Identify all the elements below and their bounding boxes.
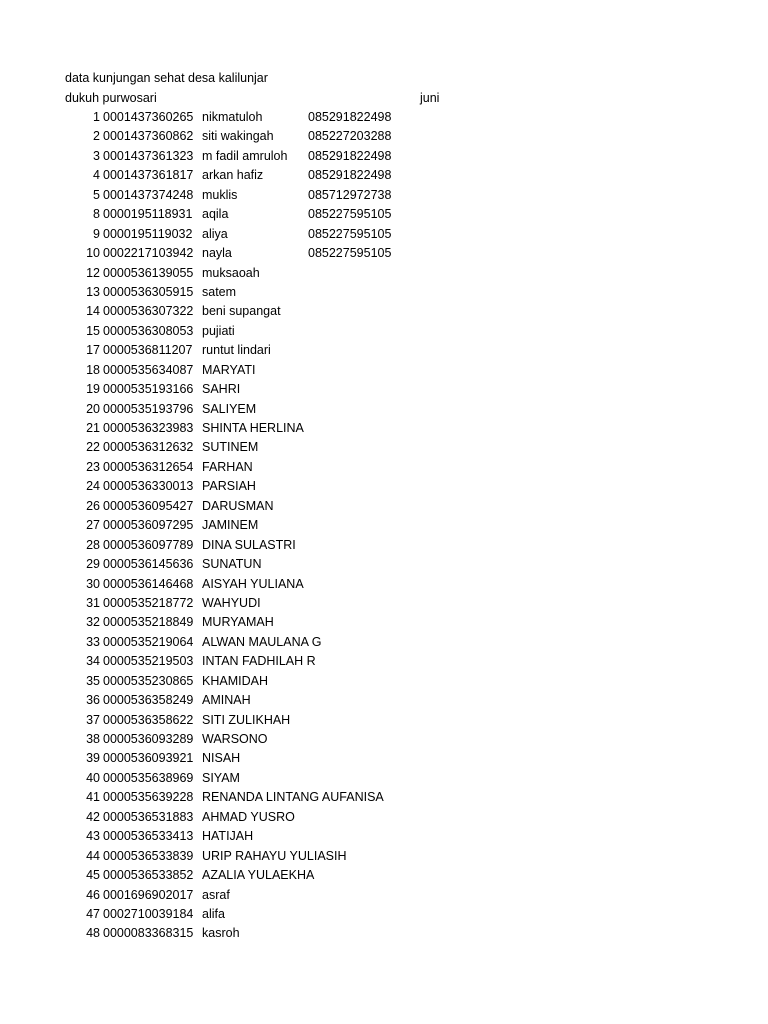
row-number: 33 xyxy=(86,634,100,649)
table-row xyxy=(0,438,768,457)
row-nik: 0000083368315 xyxy=(103,926,194,941)
row-nik: 0000536533852 xyxy=(103,868,194,883)
row-name: satem xyxy=(202,284,237,299)
row-number: 4 xyxy=(93,168,100,183)
row-number: 31 xyxy=(86,595,100,610)
row-number: 36 xyxy=(86,693,100,708)
row-nik: 0000536531883 xyxy=(103,809,194,824)
table-row xyxy=(0,847,768,866)
table-row xyxy=(0,186,768,205)
table-row xyxy=(0,613,768,632)
row-number: 13 xyxy=(86,284,100,299)
row-nik: 0000536093921 xyxy=(103,751,194,766)
row-name: kasroh xyxy=(202,926,240,941)
row-phone: 085291822498 xyxy=(308,110,392,124)
row-nik: 0000536358622 xyxy=(103,712,194,727)
row-nik: 0000535638969 xyxy=(103,770,194,785)
row-nik: 0000536312654 xyxy=(103,459,194,474)
row-number: 12 xyxy=(86,265,100,280)
table-row xyxy=(0,205,768,224)
row-name: SAHRI xyxy=(202,382,241,397)
row-name: AISYAH YULIANA xyxy=(202,576,304,591)
row-nik: 0000535219503 xyxy=(103,654,194,669)
row-name: pujiati xyxy=(202,323,235,338)
row-number: 42 xyxy=(86,809,100,824)
document-title: data kunjungan sehat desa kalilunjar xyxy=(65,71,268,85)
row-number: 10 xyxy=(86,246,100,261)
row-nik: 0000536139055 xyxy=(103,265,194,280)
table-row xyxy=(0,905,768,924)
row-number: 24 xyxy=(86,479,100,494)
row-name: DINA SULASTRI xyxy=(202,537,296,552)
row-name: RENANDA LINTANG AUFANISA xyxy=(202,790,384,805)
row-name: PARSIAH xyxy=(202,479,256,494)
table-row xyxy=(0,302,768,321)
row-number: 23 xyxy=(86,459,100,474)
table-row xyxy=(0,691,768,710)
row-number: 40 xyxy=(86,770,100,785)
row-name: WAHYUDI xyxy=(202,595,261,610)
row-name: SUTINEM xyxy=(202,440,259,455)
row-phone: 085227595105 xyxy=(308,246,392,261)
table-row xyxy=(0,886,768,905)
row-phone: 085712972738 xyxy=(308,187,392,202)
row-name: nikmatuloh xyxy=(202,110,263,124)
row-nik: 0002710039184 xyxy=(103,906,194,921)
row-number: 5 xyxy=(93,187,100,202)
row-number: 28 xyxy=(86,537,100,552)
row-name: JAMINEM xyxy=(202,518,259,533)
row-number: 46 xyxy=(86,887,100,902)
table-row xyxy=(0,749,768,768)
row-number: 34 xyxy=(86,654,100,669)
row-number: 27 xyxy=(86,518,100,533)
table-row xyxy=(0,147,768,166)
row-name: FARHAN xyxy=(202,459,253,474)
row-name: URIP RAHAYU YULIASIH xyxy=(202,848,347,863)
row-name: asraf xyxy=(202,887,230,902)
row-nik: 0000535218849 xyxy=(103,615,194,630)
row-phone: 085227595105 xyxy=(308,226,392,241)
table-row xyxy=(0,711,768,730)
row-name: siti wakingah xyxy=(202,129,274,144)
row-name: nayla xyxy=(202,246,232,261)
row-name: ALWAN MAULANA G xyxy=(202,634,322,649)
row-name: m fadil amruloh xyxy=(202,148,288,163)
table-row xyxy=(0,769,768,788)
row-nik: 0000536146468 xyxy=(103,576,194,591)
row-nik: 0001437360862 xyxy=(103,129,194,144)
row-nik: 0000536811207 xyxy=(103,343,193,358)
row-name: AHMAD YUSRO xyxy=(202,809,295,824)
row-name: SHINTA HERLINA xyxy=(202,421,304,435)
table-row xyxy=(0,341,768,360)
row-nik: 0000536095427 xyxy=(103,498,194,513)
row-nik: 0000536097789 xyxy=(103,537,194,552)
row-name: aqila xyxy=(202,207,229,222)
table-row xyxy=(0,594,768,613)
row-name: INTAN FADHILAH R xyxy=(202,654,316,669)
table-row xyxy=(0,225,768,244)
table-row xyxy=(0,380,768,399)
table-row xyxy=(0,458,768,477)
table-row xyxy=(0,361,768,380)
row-nik: 0000536308053 xyxy=(103,323,194,338)
table-row xyxy=(0,633,768,652)
row-number: 17 xyxy=(86,343,100,358)
row-name: beni supangat xyxy=(202,304,281,319)
row-nik: 0000536323983 xyxy=(103,421,194,435)
table-row xyxy=(0,827,768,846)
row-nik: 0000536533839 xyxy=(103,848,194,863)
row-phone: 085227595105 xyxy=(308,207,392,222)
table-row xyxy=(0,127,768,146)
table-row xyxy=(0,497,768,516)
row-name: KHAMIDAH xyxy=(202,673,268,688)
row-number: 14 xyxy=(86,304,100,319)
row-nik: 0000195119032 xyxy=(103,226,193,241)
row-number: 8 xyxy=(93,207,100,222)
row-number: 26 xyxy=(86,498,100,513)
table-row xyxy=(0,652,768,671)
row-nik: 0000536093289 xyxy=(103,732,194,746)
table-row xyxy=(0,730,768,749)
row-nik: 0000536358249 xyxy=(103,693,194,708)
table-row xyxy=(0,555,768,574)
table-row xyxy=(0,166,768,185)
row-name: runtut lindari xyxy=(202,343,271,358)
row-nik: 0000536307322 xyxy=(103,304,194,319)
table-row xyxy=(0,672,768,691)
row-phone: 085291822498 xyxy=(308,148,392,163)
row-nik: 0000535639228 xyxy=(103,790,194,805)
row-number: 18 xyxy=(86,362,100,377)
table-row xyxy=(0,575,768,594)
row-number: 37 xyxy=(86,712,100,727)
row-name: SALIYEM xyxy=(202,401,257,416)
row-nik: 0000535218772 xyxy=(103,595,194,610)
table-row xyxy=(0,419,768,438)
row-number: 19 xyxy=(86,382,100,397)
row-number: 1 xyxy=(93,110,100,124)
row-name: DARUSMAN xyxy=(202,498,274,513)
document-subtitle: dukuh purwosari xyxy=(65,91,157,105)
row-nik: 0000535230865 xyxy=(103,673,194,688)
table-row xyxy=(0,322,768,341)
row-nik: 0000536533413 xyxy=(103,829,194,844)
row-nik: 0000536097295 xyxy=(103,518,194,533)
row-number: 35 xyxy=(86,673,100,688)
table-row xyxy=(0,400,768,419)
row-name: SITI ZULIKHAH xyxy=(202,712,291,727)
row-number: 41 xyxy=(86,790,100,805)
row-nik: 0001437361323 xyxy=(103,148,194,163)
row-number: 44 xyxy=(86,848,100,863)
table-row xyxy=(0,808,768,827)
row-name: MARYATI xyxy=(202,362,256,377)
row-number: 30 xyxy=(86,576,100,591)
row-name: NISAH xyxy=(202,751,241,766)
row-number: 38 xyxy=(86,732,100,746)
row-number: 21 xyxy=(86,421,100,435)
row-nik: 0000536330013 xyxy=(103,479,194,494)
row-name: SUNATUN xyxy=(202,557,262,572)
row-name: AZALIA YULAEKHA xyxy=(202,868,315,883)
table-row xyxy=(0,788,768,807)
row-number: 22 xyxy=(86,440,100,455)
table-row xyxy=(0,924,768,943)
row-phone: 085227203288 xyxy=(308,129,392,144)
table-row xyxy=(0,516,768,535)
row-nik: 0002217103942 xyxy=(103,246,194,261)
visit-table xyxy=(0,108,768,944)
row-name: aliya xyxy=(202,226,228,241)
row-number: 29 xyxy=(86,557,100,572)
row-number: 45 xyxy=(86,868,100,883)
row-number: 15 xyxy=(86,323,100,338)
row-nik: 0000195118931 xyxy=(103,207,193,222)
table-row xyxy=(0,536,768,555)
row-nik: 0001696902017 xyxy=(103,887,194,902)
table-row xyxy=(0,264,768,283)
row-number: 32 xyxy=(86,615,100,630)
row-name: MURYAMAH xyxy=(202,615,274,630)
row-number: 43 xyxy=(86,829,100,844)
row-nik: 0001437360265 xyxy=(103,110,194,124)
table-row xyxy=(0,283,768,302)
table-row xyxy=(0,244,768,263)
row-name: arkan hafiz xyxy=(202,168,264,183)
month-label: juni xyxy=(420,91,440,105)
table-row xyxy=(0,866,768,885)
table-row xyxy=(0,108,768,127)
table-row xyxy=(0,477,768,496)
row-nik: 0000535193166 xyxy=(103,382,194,397)
row-name: muksaoah xyxy=(202,265,260,280)
row-nik: 0000536145636 xyxy=(103,557,194,572)
row-number: 9 xyxy=(93,226,100,241)
row-nik: 0001437374248 xyxy=(103,187,194,202)
row-name: AMINAH xyxy=(202,693,251,708)
row-number: 3 xyxy=(93,148,100,163)
row-number: 39 xyxy=(86,751,100,766)
row-nik: 0001437361817 xyxy=(103,168,194,183)
row-number: 2 xyxy=(93,129,100,144)
row-name: WARSONO xyxy=(202,732,268,746)
row-number: 48 xyxy=(86,926,100,941)
row-nik: 0000536305915 xyxy=(103,284,194,299)
row-name: SIYAM xyxy=(202,770,240,785)
row-number: 47 xyxy=(86,906,100,921)
row-nik: 0000535193796 xyxy=(103,401,194,416)
row-nik: 0000535219064 xyxy=(103,634,194,649)
row-name: muklis xyxy=(202,187,238,202)
row-number: 20 xyxy=(86,401,100,416)
row-name: alifa xyxy=(202,906,225,921)
row-nik: 0000535634087 xyxy=(103,362,194,377)
row-nik: 0000536312632 xyxy=(103,440,194,455)
row-name: HATIJAH xyxy=(202,829,254,844)
row-phone: 085291822498 xyxy=(308,168,392,183)
